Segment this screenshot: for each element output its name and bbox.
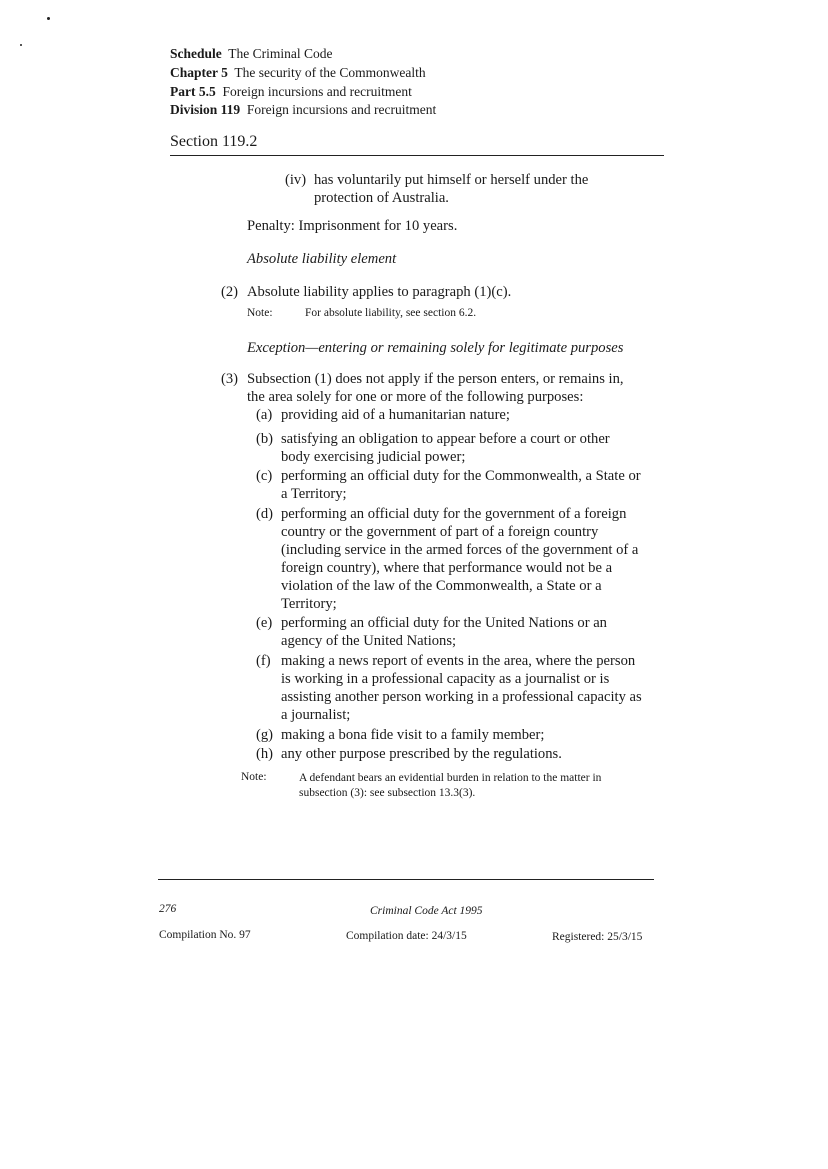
- list-item-line: is working in a professional capacity as a journalist or is: [281, 671, 610, 687]
- registered-date: Registered: 25/3/15: [552, 931, 643, 943]
- subsection-2-text: Absolute liability applies to paragraph (1)(c).: [247, 284, 512, 300]
- list-item-line: performing an official duty for the government of a foreign: [281, 506, 627, 522]
- list-item-line: (including service in the armed forces of the government of a: [281, 542, 639, 558]
- list-item-line: violation of the law of the Commonwealth, a State or a: [281, 578, 602, 594]
- list-item-number: (e): [256, 615, 273, 631]
- list-item-line: providing aid of a humanitarian nature;: [281, 407, 510, 423]
- header-rule: [170, 155, 664, 156]
- scan-speck: [20, 44, 22, 46]
- heading-exception: Exception—entering or remaining solely for legitimate purposes: [247, 340, 624, 356]
- subsection-2-number: (2): [221, 284, 239, 300]
- footer-rule: [158, 879, 654, 880]
- act-title: Criminal Code Act 1995: [370, 905, 483, 917]
- note-1-label: Note:: [247, 307, 273, 319]
- item-iv-line1: has voluntarily put himself or herself under the: [314, 172, 589, 188]
- compilation-date: Compilation date: 24/3/15: [346, 930, 467, 942]
- list-item-number: (d): [256, 506, 274, 522]
- list-item-line: performing an official duty for the Commonwealth, a State or: [281, 468, 641, 484]
- note-2-line2: subsection (3): see subsection 13.3(3).: [299, 787, 476, 799]
- list-item-line: foreign country), where that performance would not be a: [281, 560, 613, 576]
- list-item-line: Territory;: [281, 596, 337, 612]
- note-2-label: Note:: [241, 771, 267, 783]
- header-schedule: Schedule The Criminal Code: [170, 46, 333, 61]
- page-number: 276: [159, 903, 177, 915]
- subsection-3-line2: the area solely for one or more of the following purposes:: [247, 389, 584, 405]
- scan-speck: [47, 17, 50, 20]
- item-iv-line2: protection of Australia.: [314, 190, 449, 206]
- note-1-text: For absolute liability, see section 6.2.: [305, 307, 477, 319]
- heading-absolute-liability: Absolute liability element: [247, 251, 397, 267]
- list-item-line: any other purpose prescribed by the regulations.: [281, 746, 562, 762]
- header-chapter: Chapter 5 The security of the Commonwealth: [170, 65, 426, 80]
- penalty: Penalty: Imprisonment for 10 years.: [247, 218, 458, 234]
- list-item-number: (b): [256, 431, 274, 447]
- header-division: Division 119 Foreign incursions and recruitment: [170, 102, 437, 117]
- subsection-3-number: (3): [221, 371, 239, 387]
- list-item-number: (g): [256, 727, 274, 743]
- list-item-line: a journalist;: [281, 707, 351, 723]
- list-item-line: body exercising judicial power;: [281, 449, 466, 465]
- list-item-line: assisting another person working in a professional capacity as: [281, 689, 642, 705]
- list-item-number: (a): [256, 407, 273, 423]
- header-part: Part 5.5 Foreign incursions and recruitment: [170, 84, 412, 99]
- list-item-number: (c): [256, 468, 273, 484]
- note-2-line1: A defendant bears an evidential burden in relation to the matter in: [299, 772, 602, 784]
- item-iv-number: (iv): [285, 172, 307, 188]
- section-title: Section 119.2: [170, 133, 258, 150]
- list-item-number: (f): [256, 653, 271, 669]
- list-item-line: agency of the United Nations;: [281, 633, 457, 649]
- list-item-line: making a news report of events in the area, where the person: [281, 653, 636, 669]
- list-item-number: (h): [256, 746, 274, 762]
- list-item-line: country or the government of part of a foreign country: [281, 524, 599, 540]
- subsection-3-line1: Subsection (1) does not apply if the person enters, or remains in,: [247, 371, 624, 387]
- compilation-number: Compilation No. 97: [159, 929, 251, 941]
- list-item-line: making a bona fide visit to a family member;: [281, 727, 545, 743]
- list-item-line: performing an official duty for the United Nations or an: [281, 615, 607, 631]
- list-item-line: satisfying an obligation to appear before a court or other: [281, 431, 610, 447]
- list-item-line: a Territory;: [281, 486, 347, 502]
